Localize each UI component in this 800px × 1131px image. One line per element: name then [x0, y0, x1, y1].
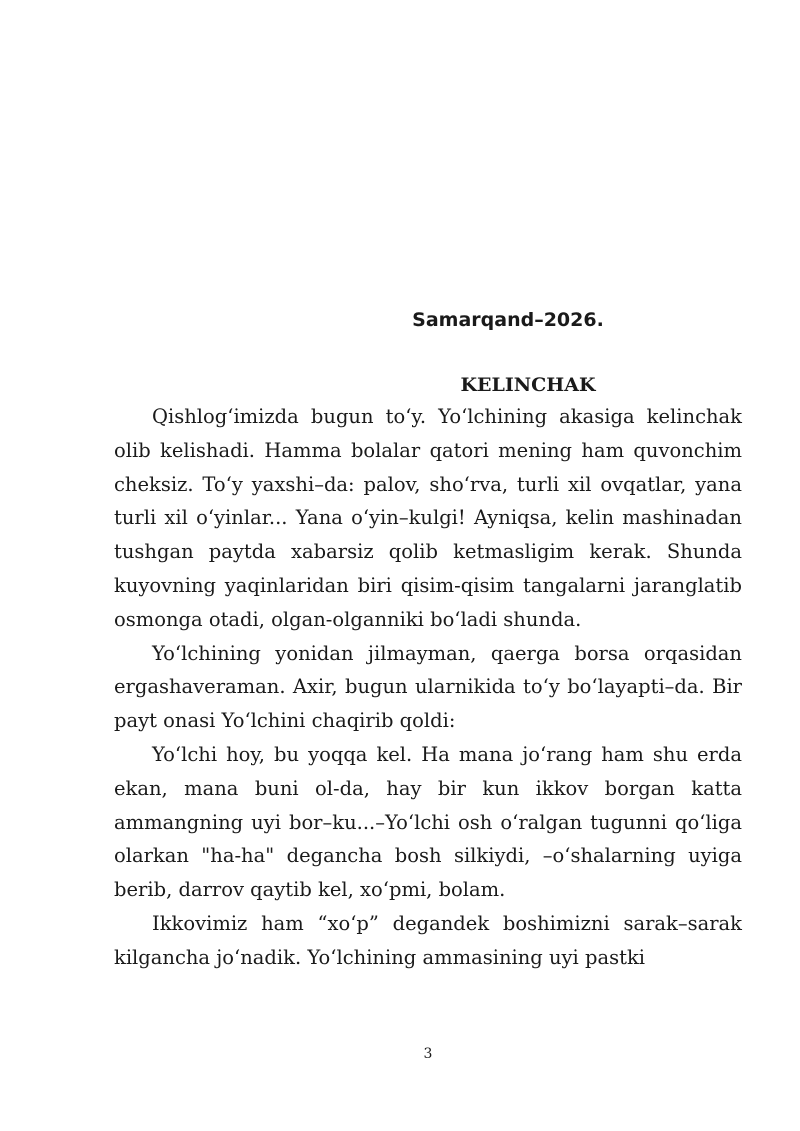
story-section [114, 370, 742, 975]
story-paragraph: Yo‘lchi hoy, bu yoqqa kel. Ha mana jo‘rang ham shu erda ekan, mana buni ol-da, hay bir kun ikkov borgan katta ammangning uyi bor–ku...–Yo‘lchi osh o‘ralgan tugunni qo‘liga olarkan "ha-ha" degancha bosh silkiydi, –o‘shalarning uyiga berib, darrov qaytib kel, xo‘pmi, bolam. [114, 742, 742, 902]
story-body [114, 400, 742, 975]
story-paragraph: Qishlog‘imizda bugun to‘y. Yo‘lchining akasiga kelinchak olib kelishadi. Hamma bolalar qatori mening ham quvonchim cheksiz. To‘y yaxshi–da: palov, sho‘rva, turli xil ovqatlar, yana turli xil o‘yinlar... Yana o‘yin–kulgi! Ayniqsa, kelin mashinadan tushgan paytda xabarsiz qolib ketmasligim kerak. Shunda kuyovning yaqinlaridan biri qisim-qisim tangalarni jaranglatib osmonga otadi, olgan-olganniki bo‘ladi shunda. [114, 405, 742, 631]
story-paragraph: Ikkovimiz ham “xo‘p” degandek boshimizni sarak–sarak kilgancha jo‘nadik. Yo‘lchining ammasining uyi pastki [114, 911, 742, 969]
story-title: KELINCHAK [460, 374, 596, 396]
page-number: 3 [423, 1046, 433, 1062]
story-paragraph: Yo‘lchining yonidan jilmayman, qaerga borsa orqasidan ergashaveraman. Axir, bugun ularnikida to‘y bo‘layapti–da. Bir payt onasi Yo‘lchini chaqirib qoldi: [114, 641, 742, 733]
place-year-heading: Samarqand–2026. [412, 309, 604, 331]
